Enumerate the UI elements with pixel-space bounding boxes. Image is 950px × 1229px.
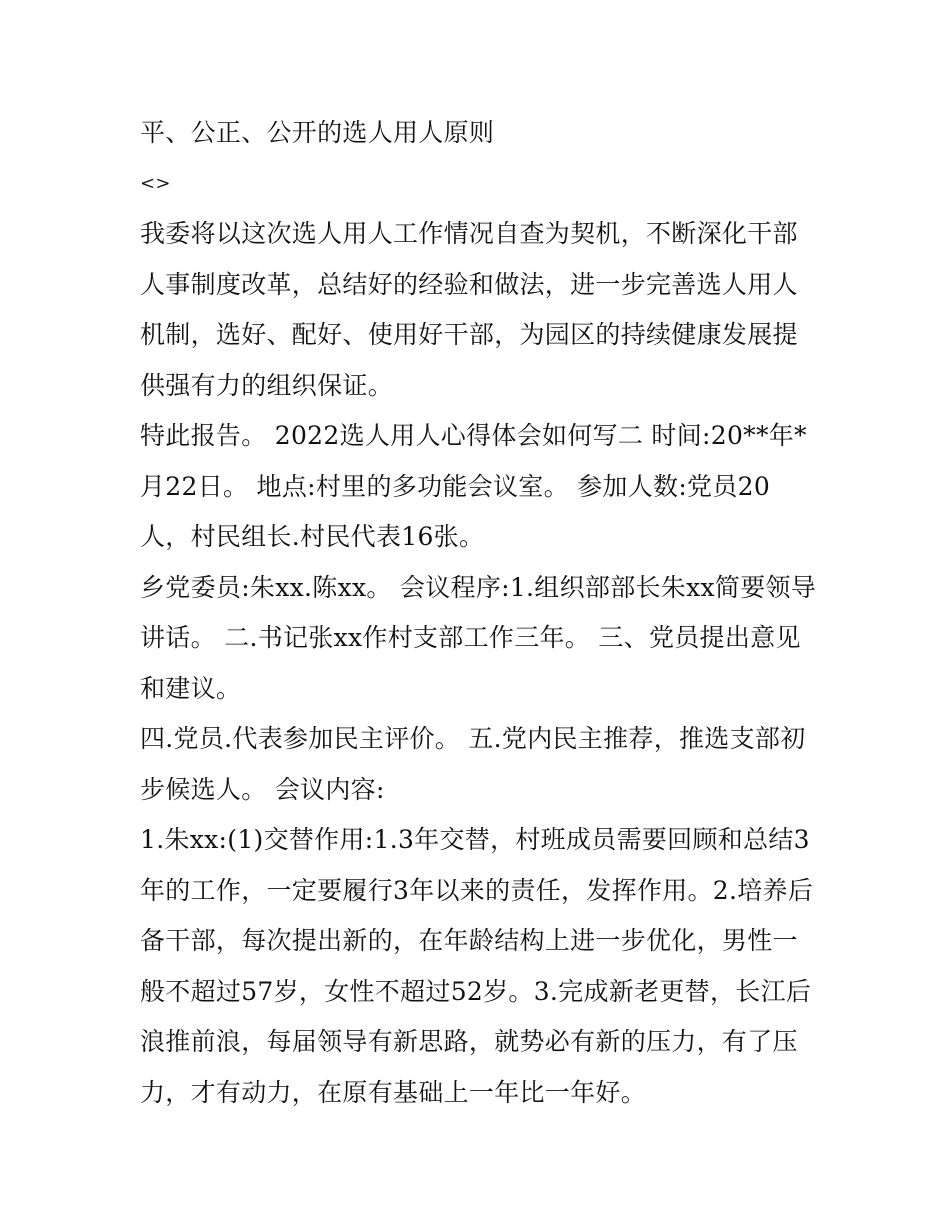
paragraph-meeting-procedure: 乡党委员:朱xx.陈xx。 会议程序:1.组织部部长朱xx简要领导讲话。 二.书记张xx作村支部工作三年。 三、党员提出意见和建议。 [140, 572, 817, 703]
paragraph-meeting-content: 1.朱xx:(1)交替作用:1.3年交替，村班成员需要回顾和总结3年的工作，一定要履行3年以来的责任，发挥作用。2.培养后备干部，每次提出新的，在年龄结构上进一步优化，男性一般不超过57岁，女性不超过52岁。3.完成新老更替，长江后浪推前浪，每届领导有新思路，就势必有新的压力，有了压力，才有动力，在原有基础上一年比一年好。 [140, 825, 814, 1107]
paragraph-principle: 平、公正、公开的选人用人原则 [140, 118, 495, 147]
paragraph-evaluation: 四.党员.代表参加民主评价。 五.党内民主推荐，推选支部初步候选人。 会议内容: [140, 724, 806, 804]
paragraph-self-check: 我委将以这次选人用人工作情况自查为契机，不断深化干部人事制度改革，总结好的经验和做法，进一步完善选人用人机制，选好、配好、使用好干部，为园区的持续健康发展提供强有力的组织保证。 [140, 219, 798, 400]
paragraph-report-meeting-info: 特此报告。 2022选人用人心得体会如何写二 时间:20**年*月22日。 地点:村里的多功能会议室。 参加人数:党员20人，村民组长.村民代表16张。 [140, 421, 807, 551]
paragraph-placeholder: <> [140, 172, 171, 194]
document-body [140, 108, 820, 1118]
